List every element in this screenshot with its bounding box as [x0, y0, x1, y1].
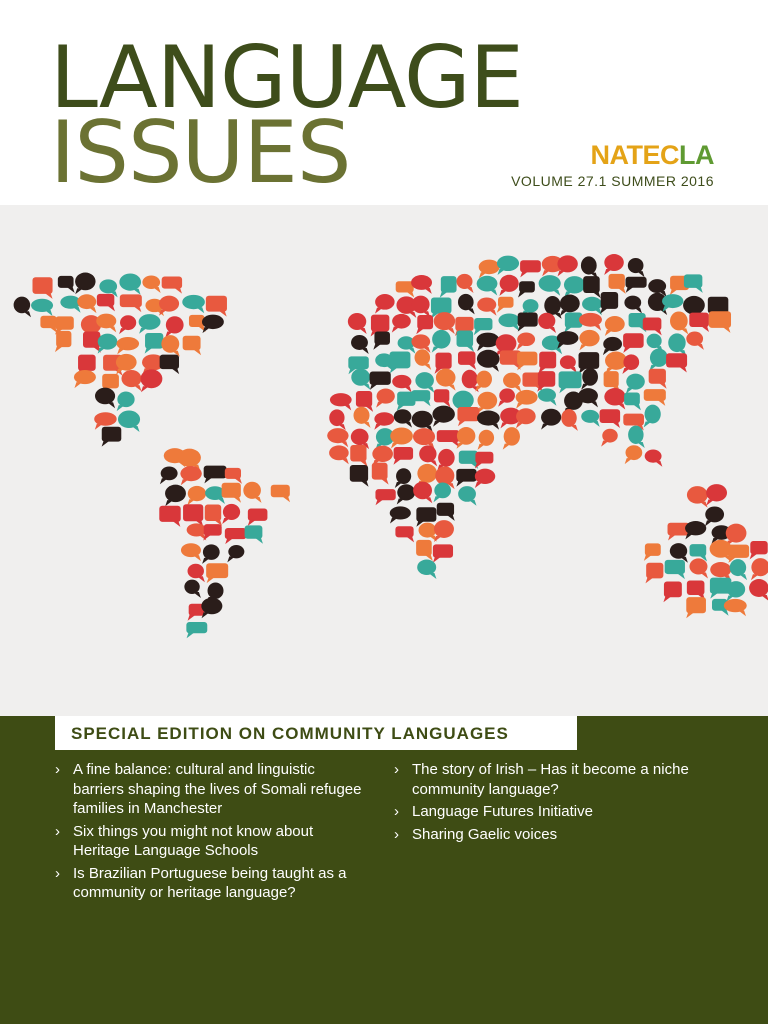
speech-bubble-icon [227, 545, 244, 562]
speech-bubble-icon [75, 273, 95, 295]
speech-bubble-icon [183, 504, 203, 526]
speech-bubble-icon [222, 504, 240, 524]
speech-bubble-icon [392, 375, 411, 392]
speech-bubble-icon [623, 333, 644, 353]
speech-bubble-icon [662, 294, 683, 312]
speech-bubble-icon [374, 412, 394, 430]
speech-bubble-icon [498, 388, 515, 406]
speech-bubble-icon [475, 452, 494, 469]
speech-bubble-icon [202, 315, 224, 333]
speech-bubble-icon [600, 292, 618, 314]
speech-bubble-icon [145, 333, 164, 354]
speech-bubble-icon [416, 540, 433, 561]
speech-bubble-icon [393, 447, 413, 465]
logo-text-natec: NATEC [590, 140, 679, 170]
speech-bubble-icon [271, 485, 290, 503]
speech-bubble-icon [499, 275, 518, 296]
chevron-right-icon: › [394, 761, 399, 778]
article-title: Language Futures Initiative [412, 803, 593, 820]
speech-bubble-icon [668, 333, 686, 356]
article-item[interactable] [55, 864, 365, 903]
speech-bubble-icon [520, 260, 541, 277]
speech-bubble-icon [459, 451, 478, 469]
speech-bubble-icon [645, 563, 663, 584]
speech-bubble-icon [477, 430, 494, 450]
speech-bubble-icon [557, 331, 579, 349]
speech-bubble-icon [119, 273, 141, 294]
speech-bubble-icon [579, 330, 599, 350]
speech-bubble-icon [248, 508, 268, 525]
chevron-right-icon: › [394, 803, 399, 820]
speech-bubble-icon [419, 445, 437, 466]
speech-bubble-icon [159, 506, 180, 527]
speech-bubble-icon [706, 484, 727, 505]
speech-bubble-icon [184, 580, 201, 598]
speech-bubble-icon [582, 297, 602, 315]
speech-bubble-icon [625, 445, 643, 464]
article-title: Is Brazilian Portuguese being taught as a community or heritage language? [73, 864, 347, 901]
speech-bubble-icon [665, 560, 685, 579]
speech-bubble-icon [750, 541, 768, 559]
speech-bubble-icon [436, 369, 456, 391]
speech-bubble-icon [457, 407, 479, 426]
speech-bubble-icon [205, 505, 222, 527]
speech-bubble-icon [462, 370, 479, 393]
speech-bubble-icon [31, 299, 53, 316]
speech-bubble-icon [604, 388, 625, 409]
speech-bubble-icon [749, 579, 768, 601]
speech-bubble-icon [649, 349, 667, 371]
speech-bubble-icon [416, 315, 433, 334]
speech-bubble-icon [625, 277, 646, 293]
speech-bubble-icon [375, 294, 395, 314]
speech-bubble-icon [437, 430, 460, 447]
speech-bubble-icon [517, 352, 537, 371]
speech-bubble-icon [581, 410, 599, 427]
speech-bubble-icon [121, 370, 141, 391]
speech-bubble-icon [518, 313, 538, 332]
article-item[interactable] [394, 825, 724, 845]
speech-bubble-icon [161, 335, 179, 357]
speech-bubble-icon [516, 408, 536, 428]
speech-bubble-icon [670, 311, 688, 334]
speech-bubble-icon [225, 468, 242, 484]
speech-bubble-icon [649, 369, 667, 389]
speech-bubble-icon [204, 466, 227, 484]
speech-bubble-icon [663, 581, 681, 602]
speech-bubble-icon [539, 275, 561, 296]
speech-bubble-icon [684, 274, 703, 293]
speech-bubble-icon [689, 558, 708, 578]
speech-bubble-icon [458, 294, 475, 314]
speech-bubble-icon [643, 318, 662, 336]
speech-bubble-icon [609, 274, 626, 294]
speech-bubble-icon [477, 350, 500, 372]
speech-bubble-icon [373, 331, 390, 349]
speech-bubble-icon [456, 469, 476, 487]
chevron-right-icon: › [55, 822, 60, 840]
speech-bubble-icon [624, 393, 641, 411]
speech-bubble-icon [142, 276, 160, 293]
natecla-logo [591, 140, 715, 171]
speech-bubble-icon [686, 597, 706, 618]
speech-bubble-icon [202, 544, 220, 563]
speech-bubble-icon [564, 276, 585, 297]
speech-bubble-icon [579, 313, 602, 331]
speech-bubble-icon [434, 389, 451, 407]
speech-bubble-icon [644, 389, 666, 406]
speech-bubble-icon [117, 337, 139, 354]
speech-bubble-icon [165, 316, 183, 337]
speech-bubble-icon [670, 543, 688, 563]
speech-bubble-icon [413, 428, 435, 449]
speech-bubble-icon [432, 406, 454, 427]
speech-bubble-icon [477, 411, 500, 430]
speech-bubble-icon [118, 411, 140, 433]
speech-bubble-icon [351, 369, 370, 390]
speech-bubble-icon [474, 318, 493, 335]
speech-bubble-icon [183, 336, 201, 355]
speech-bubble-icon [475, 469, 495, 488]
article-list-left [55, 760, 365, 906]
speech-bubble-icon [353, 407, 370, 428]
speech-bubble-icon [417, 559, 436, 579]
speech-bubble-icon [180, 466, 201, 485]
article-item[interactable] [394, 802, 724, 822]
speech-bubble-icon [102, 427, 122, 447]
article-title: Sharing Gaelic voices [412, 825, 558, 843]
edition-title: SPECIAL EDITION ON COMMUNITY LANGUAGES [71, 724, 509, 743]
speech-bubble-icon [160, 466, 178, 484]
speech-bubble-icon [687, 580, 705, 600]
speech-bubble-icon [581, 256, 598, 278]
speech-bubble-world-map [0, 205, 768, 716]
speech-bubble-icon [601, 429, 618, 447]
speech-bubble-icon [475, 371, 492, 392]
speech-bubble-icon [119, 315, 136, 334]
speech-bubble-icon [415, 349, 432, 370]
speech-bubble-icon [541, 409, 561, 430]
speech-bubble-icon [666, 353, 687, 372]
speech-bubble-icon [97, 294, 115, 312]
speech-bubble-icon [351, 335, 369, 354]
speech-bubble-icon [186, 622, 207, 638]
speech-bubble-icon [329, 409, 345, 430]
speech-bubble-icon [415, 372, 434, 393]
speech-bubble-icon [644, 543, 661, 561]
speech-bubble-icon [187, 523, 207, 540]
speech-bubble-icon [32, 277, 52, 299]
speech-bubble-icon [390, 428, 413, 449]
speech-bubble-icon [477, 392, 497, 414]
speech-bubble-icon [628, 258, 645, 277]
speech-bubble-icon [95, 388, 115, 409]
speech-bubble-icon [390, 351, 411, 373]
speech-bubble-icon [245, 525, 263, 543]
speech-bubble-icon [98, 334, 118, 354]
world-map-illustration [0, 205, 768, 716]
article-title: The story of Irish – Has it become a niche community language? [412, 761, 689, 798]
speech-bubble-icon [518, 281, 535, 297]
edition-banner [55, 716, 577, 750]
speech-bubble-icon [497, 297, 514, 313]
speech-bubble-icon [686, 332, 704, 350]
speech-bubble-icon [687, 486, 708, 508]
volume-info: VOLUME 27.1 SUMMER 2016 [511, 173, 714, 189]
speech-bubble-icon [477, 297, 496, 315]
speech-bubble-icon [206, 563, 228, 583]
speech-bubble-icon [350, 445, 367, 467]
speech-bubble-icon [564, 313, 582, 333]
speech-bubble-icon [392, 314, 411, 333]
speech-bubble-icon [181, 543, 201, 561]
speech-bubble-icon [726, 581, 745, 601]
speech-bubble-icon [188, 564, 205, 583]
speech-bubble-icon [187, 486, 206, 505]
masthead [0, 0, 768, 205]
speech-bubble-icon [60, 296, 80, 313]
speech-bubble-icon [516, 390, 538, 409]
speech-bubble-icon [160, 355, 180, 374]
speech-bubble-icon [437, 503, 455, 521]
title-language: LANGUAGE [50, 28, 523, 128]
article-title: A fine balance: cultural and linguistic barriers shaping the lives of Somali refugee families in Manchester [73, 761, 362, 817]
speech-bubble-icon [498, 313, 519, 331]
speech-bubble-icon [222, 483, 241, 503]
speech-bubble-icon [624, 296, 642, 314]
speech-bubble-icon [117, 392, 135, 412]
speech-bubble-icon [395, 526, 414, 542]
speech-bubble-icon [457, 331, 474, 352]
speech-bubble-icon [433, 544, 453, 562]
speech-bubble-icon [645, 450, 663, 467]
logo-text-la: LA [679, 140, 714, 170]
speech-bubble-icon [477, 276, 498, 296]
speech-bubble-icon [14, 297, 31, 318]
speech-bubble-icon [370, 372, 391, 390]
speech-bubble-icon [538, 388, 557, 405]
speech-bubble-icon [581, 368, 598, 390]
speech-bubble-icon [327, 428, 348, 447]
contents-panel [0, 716, 768, 1024]
speech-bubble-icon [689, 313, 709, 332]
speech-bubble-icon [40, 316, 57, 333]
speech-bubble-icon [201, 598, 222, 619]
speech-bubble-icon [120, 294, 142, 312]
speech-bubble-icon [159, 296, 179, 316]
speech-bubble-icon [440, 276, 457, 298]
speech-bubble-icon [74, 370, 96, 388]
speech-bubble-icon [538, 313, 556, 333]
speech-bubble-icon [77, 294, 96, 313]
speech-bubble-icon [604, 254, 624, 275]
speech-bubble-icon [165, 485, 186, 506]
article-list-right [394, 760, 724, 847]
speech-bubble-icon [372, 463, 389, 485]
speech-bubble-icon [376, 389, 395, 408]
speech-bubble-icon [58, 276, 75, 293]
speech-bubble-icon [225, 528, 247, 544]
article-item[interactable] [394, 760, 724, 799]
speech-bubble-icon [55, 331, 71, 352]
speech-bubble-icon [457, 427, 476, 449]
speech-bubble-icon [705, 506, 724, 526]
chevron-right-icon: › [394, 825, 399, 843]
speech-bubble-icon [432, 330, 451, 353]
speech-bubble-icon [182, 295, 205, 313]
speech-bubble-icon [709, 311, 731, 333]
speech-bubble-icon [375, 489, 395, 505]
speech-bubble-icon [348, 313, 367, 334]
speech-bubble-icon [162, 276, 182, 293]
speech-bubble-icon [605, 316, 625, 336]
speech-bubble-icon [329, 445, 349, 464]
speech-bubble-icon [559, 371, 582, 393]
speech-bubble-icon [243, 482, 261, 503]
speech-bubble-icon [517, 332, 535, 350]
speech-bubble-icon [538, 352, 556, 374]
speech-bubble-icon [350, 465, 369, 487]
speech-bubble-icon [751, 558, 768, 580]
speech-bubble-icon [457, 274, 474, 293]
speech-bubble-icon [685, 521, 706, 539]
speech-bubble-icon [583, 276, 600, 298]
title-issues: ISSUES [50, 103, 351, 203]
speech-bubble-icon [479, 260, 500, 279]
article-item[interactable] [55, 760, 365, 819]
speech-bubble-icon [390, 506, 411, 523]
speech-bubble-icon [557, 255, 577, 276]
speech-bubble-icon [411, 275, 432, 294]
speech-bubble-icon [458, 486, 476, 506]
speech-bubble-icon [560, 355, 577, 373]
speech-bubble-icon [433, 483, 451, 503]
speech-bubble-icon [397, 484, 415, 504]
speech-bubble-icon [394, 409, 412, 427]
speech-bubble-icon [458, 351, 476, 369]
speech-bubble-icon [419, 523, 437, 542]
chevron-right-icon: › [55, 864, 60, 882]
speech-bubble-icon [644, 405, 661, 428]
chevron-right-icon: › [55, 761, 60, 778]
speech-bubble-icon [139, 314, 161, 334]
speech-bubble-icon [626, 374, 645, 394]
speech-bubble-icon [206, 296, 227, 317]
article-item[interactable] [55, 822, 365, 861]
speech-bubble-icon [140, 369, 162, 392]
speech-bubble-icon [497, 256, 519, 275]
speech-bubble-icon [600, 409, 621, 428]
speech-bubble-icon [330, 393, 352, 410]
speech-bubble-icon [561, 409, 578, 431]
speech-bubble-icon [503, 427, 520, 450]
speech-bubble-icon [730, 559, 747, 580]
speech-bubble-icon [413, 482, 432, 504]
speech-bubble-icon [434, 520, 454, 542]
article-title: Six things you might not know about Heritage Language Schools [73, 822, 314, 859]
speech-bubble-icon [203, 524, 221, 541]
